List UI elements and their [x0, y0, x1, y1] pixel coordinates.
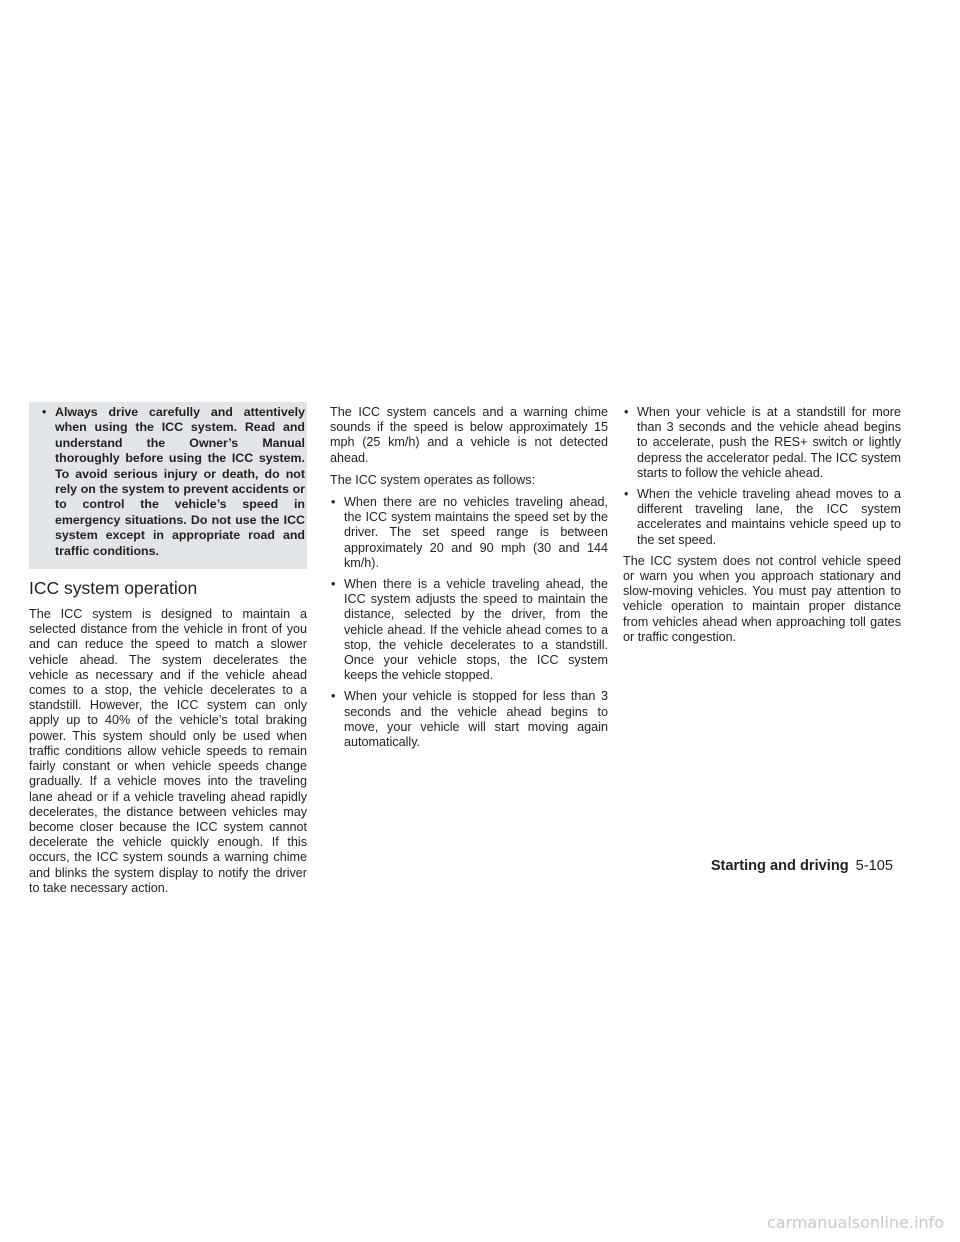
footer-section-title: Starting and driving [710, 858, 849, 874]
list-item: • When your vehicle is stopped for less than 3 seconds and the vehicle ahead begins to move, your vehicle will start moving again automatically. [330, 689, 608, 750]
watermark: carmanualsonline.info [766, 1213, 944, 1232]
list-item: • When there are no vehicles traveling ahead, the ICC system maintains the speed set by the driver. The set speed range is between approximately 20 and 90 mph (30 and 144 km/h). [330, 495, 608, 571]
column-1 [29, 402, 307, 895]
column-2 [330, 405, 608, 756]
warning-box [29, 402, 307, 569]
intro-paragraph: The ICC system is designed to maintain a selected distance from the vehicle in front of you and can reduce the speed to match a slower vehicle ahead. The system decelerates the vehicle as necessary and if the vehicle ahead comes to a stop, the vehicle decelerates to a standstill. However, the ICC system can only apply up to 40% of the vehicle’s total braking power. This system should only be used when traffic conditions allow vehicle speeds to remain fairly constant or when vehicle speeds change gradually. If a vehicle moves into the traveling lane ahead or if a vehicle traveling ahead rapidly decelerates, the distance between vehicles may become closer because the ICC system cannot decelerate the vehicle quickly enough. If this occurs, the ICC system sounds a warning chime and blinks the system display to notify the driver to take necessary action. [29, 607, 307, 895]
section-heading: ICC system operation [29, 578, 198, 599]
page-footer [0, 856, 893, 876]
list-item: • When the vehicle traveling ahead moves to a different traveling lane, the ICC system accelerates and maintains vehicle speed up to the set speed. [623, 487, 901, 548]
page-number: 5-105 [855, 858, 893, 874]
operates-intro: The ICC system operates as follows: [330, 472, 536, 487]
warning-item: • Always drive carefully and attentively when using the ICC system. Read and understand the Owner’s Manual thoroughly before using the ICC system. To avoid serious injury or death, do not rely on the system to prevent accidents or to control the vehicle’s speed in emergency situations. Do not use the ICC system except in appropriate road and traffic conditions. [29, 405, 307, 559]
list-item: • When your vehicle is at a standstill for more than 3 seconds and the vehicle ahead begins to accelerate, push the RES+ switch or lightly depress the accelerator pedal. The ICC system starts to follow the vehicle ahead. [623, 405, 901, 481]
warning-list [29, 405, 307, 559]
cancel-paragraph: The ICC system cancels and a warning chime sounds if the speed is below approximately 15 mph (25 km/h) and a vehicle is not detected ahead. [330, 405, 608, 465]
column-3 [623, 405, 901, 652]
operation-list-1 [330, 495, 608, 750]
closing-paragraph: The ICC system does not control vehicle speed or warn you when you approach stationary and slow-moving vehicles. You must pay attention to vehicle operation to maintain proper distance from vehicles ahead when approaching toll gates or traffic congestion. [623, 553, 901, 644]
list-item: • When there is a vehicle traveling ahead, the ICC system adjusts the speed to maintain the distance, selected by the driver, from the vehicle ahead. If the vehicle ahead comes to a stop, the vehicle decelerates to a standstill. Once your vehicle stops, the ICC system keeps the vehicle stopped. [330, 577, 608, 683]
operation-list-2 [623, 405, 901, 548]
